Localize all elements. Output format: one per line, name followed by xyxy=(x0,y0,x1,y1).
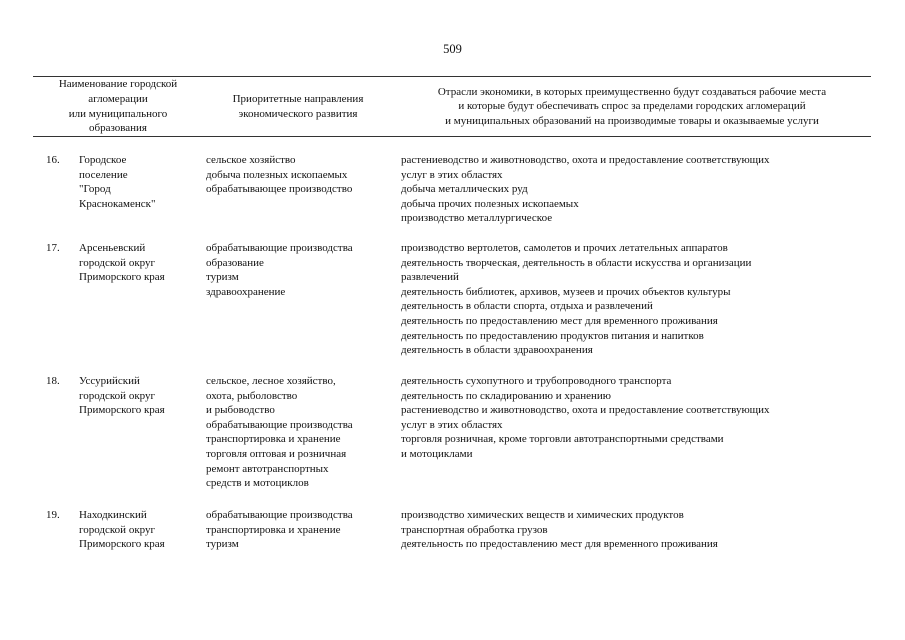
economic-industries-line: добыча прочих полезных ископаемых xyxy=(401,197,579,210)
priority-directions-line: сельское хозяйство xyxy=(206,154,296,166)
table-header xyxy=(33,78,871,135)
header-col-industries: Отрасли экономики, в которых преимущественно будут создаваться рабочие места и которые будут обеспечивать спрос за пределами городских агломераций и муниципальных образований на производимые товары и оказываемые услуги xyxy=(437,85,827,127)
economic-industries-line: деятельность в области спорта, отдыха и развлечений xyxy=(401,300,653,313)
municipality-name-line: "Город xyxy=(79,183,111,196)
economic-industries-line: растениеводство и животноводство, охота и предоставление соответствующих xyxy=(401,154,770,166)
economic-industries-line: деятельность по складированию и хранению xyxy=(401,389,612,402)
economic-industries-line: услуг в этих областях xyxy=(401,168,503,181)
municipality-name-line: Арсеньевский xyxy=(79,242,146,254)
municipality-name-line: городской округ xyxy=(79,256,156,269)
municipality-name xyxy=(79,508,214,552)
economic-industries-line: деятельность в области здравоохранения xyxy=(401,344,593,357)
priority-directions-line: ремонт автотранспортных xyxy=(206,462,329,475)
row-number: 16. xyxy=(46,154,60,166)
priority-directions xyxy=(206,241,396,299)
row-number: 18. xyxy=(46,375,60,387)
priority-directions-line: обрабатывающие производства xyxy=(206,509,353,521)
economic-industries-line: услуг в этих областях xyxy=(401,418,503,431)
economic-industries-line: деятельность сухопутного и трубопроводного транспорта xyxy=(401,375,672,387)
priority-directions-line: сельское, лесное хозяйство, xyxy=(206,375,336,387)
priority-directions-line: добыча полезных ископаемых xyxy=(206,168,348,181)
priority-directions-line: охота, рыболовство xyxy=(206,389,298,402)
priority-directions-line: обрабатывающее производство xyxy=(206,183,353,196)
economic-industries xyxy=(401,153,871,226)
municipality-name-line: городской округ xyxy=(79,523,156,536)
priority-directions-line: транспортировка и хранение xyxy=(206,523,341,536)
priority-directions xyxy=(206,153,396,197)
municipality-name-line: Приморского края xyxy=(79,271,165,284)
economic-industries-line: производство вертолетов, самолетов и прочих летательных аппаратов xyxy=(401,242,728,254)
header-col-directions: Приоритетные направления экономического развития xyxy=(232,92,364,120)
priority-directions-line: торговля оптовая и розничная xyxy=(206,447,347,460)
economic-industries-line: деятельность по предоставлению мест для временного проживания xyxy=(401,314,718,327)
priority-directions-line: транспортировка и хранение xyxy=(206,433,341,446)
priority-directions xyxy=(206,374,396,491)
municipality-name-line: Приморского края xyxy=(79,538,165,551)
municipality-name-line: Уссурийский xyxy=(79,375,140,387)
economic-industries-line: и мотоциклами xyxy=(401,447,473,460)
economic-industries-line: растениеводство и животноводство, охота и предоставление соответствующих xyxy=(401,404,770,417)
municipality-name xyxy=(79,153,214,211)
municipality-name-line: Приморского края xyxy=(79,404,165,417)
economic-industries-line: производство химических веществ и химических продуктов xyxy=(401,509,684,521)
economic-industries-line: производство металлургическое xyxy=(401,212,553,225)
municipality-name xyxy=(79,374,214,418)
priority-directions-line: образование xyxy=(206,256,264,269)
priority-directions-line: обрабатывающие производства xyxy=(206,242,353,254)
economic-industries-line: деятельность по предоставлению продуктов питания и напитков xyxy=(401,329,704,342)
row-number: 17. xyxy=(46,242,60,254)
header-col-name: Наименование городской агломерации или муниципального образования xyxy=(58,78,178,135)
municipality-name-line: Городское xyxy=(79,154,127,166)
priority-directions-line: туризм xyxy=(206,271,239,284)
priority-directions-line: туризм xyxy=(206,538,239,551)
municipality-name-line: Краснокаменск" xyxy=(79,197,156,210)
economic-industries-line: транспортная обработка грузов xyxy=(401,523,548,536)
economic-industries-line: деятельность творческая, деятельность в области искусства и организации xyxy=(401,256,752,269)
row-number: 19. xyxy=(46,509,60,521)
priority-directions-line: средств и мотоциклов xyxy=(206,477,309,490)
page-number: 509 xyxy=(443,42,462,56)
header-bottom-rule xyxy=(33,136,871,137)
municipality-name-line: городской округ xyxy=(79,389,156,402)
municipality-name-line: поселение xyxy=(79,168,128,181)
economic-industries-line: торговля розничная, кроме торговли автотранспортными средствами xyxy=(401,433,724,446)
priority-directions-line: обрабатывающие производства xyxy=(206,418,353,431)
priority-directions-line: и рыбоводство xyxy=(206,404,275,417)
economic-industries-line: деятельность по предоставлению мест для временного проживания xyxy=(401,538,718,551)
priority-directions-line: здравоохранение xyxy=(206,285,286,298)
economic-industries-line: развлечений xyxy=(401,271,459,284)
economic-industries-line: добыча металлических руд xyxy=(401,183,528,196)
municipality-name xyxy=(79,241,214,285)
economic-industries xyxy=(401,241,871,358)
municipality-name-line: Находкинский xyxy=(79,509,147,521)
priority-directions xyxy=(206,508,396,552)
economic-industries xyxy=(401,374,871,462)
economic-industries-line: деятельность библиотек, архивов, музеев и прочих объектов культуры xyxy=(401,285,731,298)
economic-industries xyxy=(401,508,871,552)
